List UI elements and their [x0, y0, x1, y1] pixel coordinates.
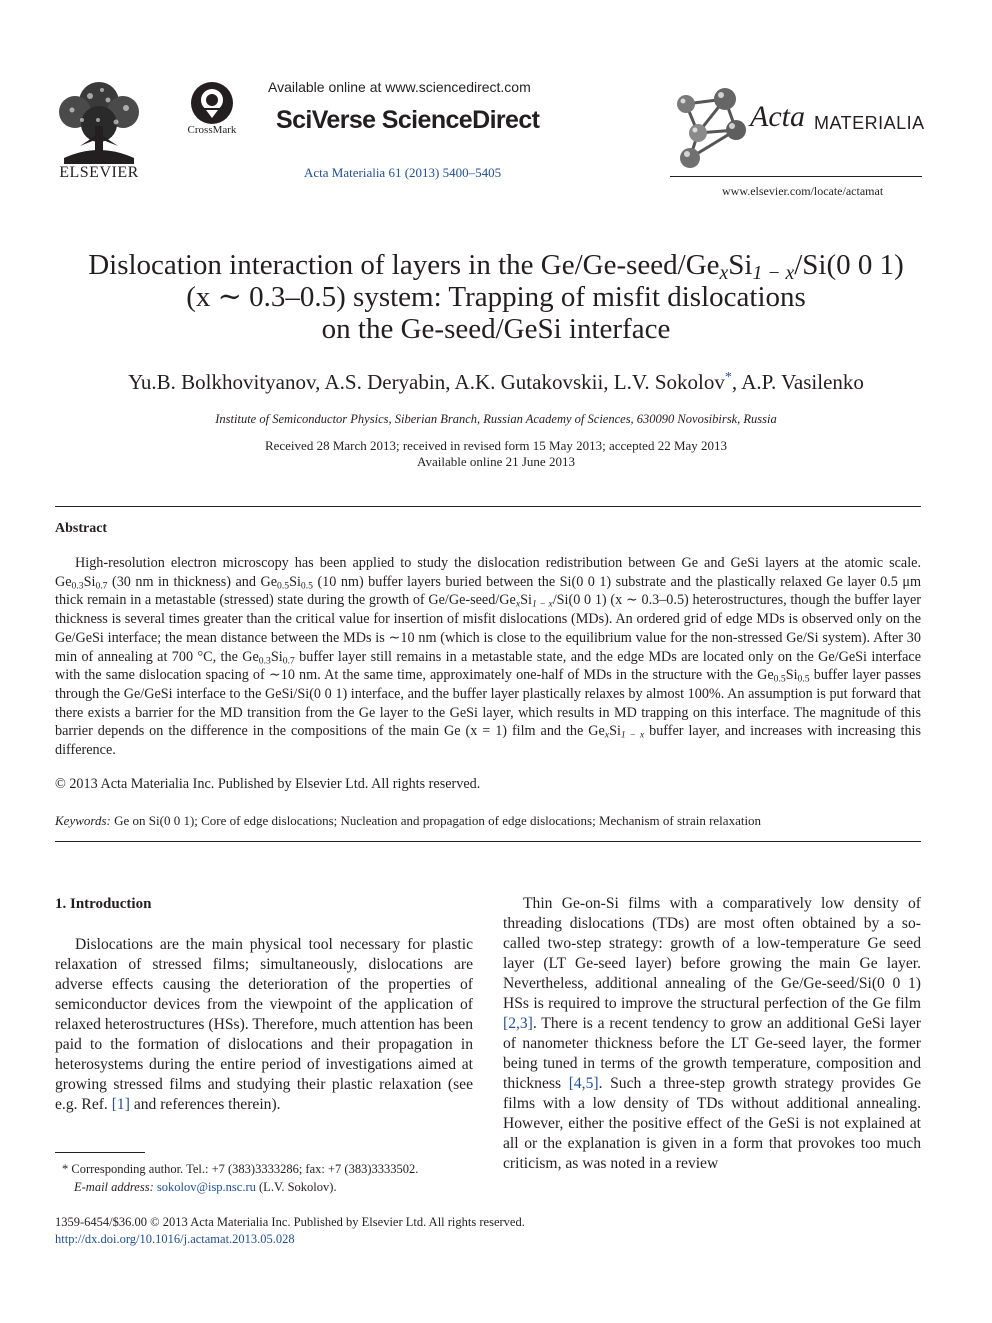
keywords-label: Keywords: — [55, 813, 111, 828]
platform-name[interactable]: SciVerse ScienceDirect — [276, 106, 540, 134]
publisher-logo[interactable] — [50, 80, 148, 184]
journal-logo-materialia: MATERIALIA — [814, 113, 925, 133]
publisher-name: ELSEVIER — [59, 164, 139, 181]
journal-url[interactable]: www.elsevier.com/locate/actamat — [722, 184, 884, 198]
ref-2-3-link[interactable]: [2,3] — [503, 1015, 533, 1032]
intro-paragraph-1: Dislocations are the main physical tool necessary for plastic relaxation of stressed films; simultaneously, dislocations are adverse effects causing the deterioration of the properties of semiconductor devices from the viewpoint of the application of relaxed heterostructures (HSs). Therefore, much attention has been paid to the formation of dislocations and their propagation in heterosystems during the entire period of investigations aimed at growing stressed films and studying their plastic relaxation (see e.g. Ref. [1] and references therein). — [55, 936, 473, 1113]
issn-line: 1359-6454/$36.00 © 2013 Acta Materialia Inc. Published by Elsevier Ltd. All rights reserved. — [55, 1215, 525, 1229]
intro-paragraph-2: Thin Ge-on-Si films with a comparatively low density of threading dislocations (TDs) are most often obtained by a so-called two-step strategy: growth of a low-temperature Ge seed layer (LT Ge-seed layer) before growing the main Ge layer. Nevertheless, additional annealing of the Ge/Ge-seed/Si(0 0 1) HSs is required to improve the structural perfection of the Ge film [2,3]. There is a recent tendency to grow an additional GeSi layer of nanometer thickness before the LT Ge-seed layer, the former being tuned in terms of the growth temperature, composition and thickness [4,5]. Such a three-step growth strategy provides Ge films with a low density of TDs without additional annealing. However, either the positive effect of the GeSi is not explained at all or the explanation is given in a form that provokes too much criticism, as was noted in a review — [503, 895, 921, 1172]
keywords — [55, 813, 921, 829]
history-received: Received 28 March 2013; received in revised form 15 May 2013; accepted 22 May 2013 — [264, 438, 728, 453]
abstract-body: High-resolution electron microscopy has been applied to study the dislocation redistribution between Ge and GeSi layers at the atomic scale. $Ge_{0.3}Si_{0.7}$ (30 nm in thickness) and $Ge_{0.5}Si_{0.5}$ (10 nm) buffer layers buried between the Si(0 0 1) substrate and the plastically relaxed Ge layer 0.5 μm thick remain in a metastable (stressed) state during the growth of $Ge/Ge-seed/Ge_xSi_{1 - x}/Si(0$ 0 1) (x ∼ 0.3–0.5) heterostructures, though the buffer layer thickness is several times greater than the critical value for insertion of misfit dislocations (MDs). An ordered grid of edge MDs is observed only on the Ge/GeSi interface; the mean distance between the MDs is ∼10 nm (which is close to the equilibrium value for the non-stressed Ge/Si system). After 30 min of annealing at 700 °C, the $Ge_{0.3}Si_{0.7}$ buffer layer still remains in a metastable state, and the edge MDs are located only on the Ge/GeSi interface with the same dislocation spacing of ∼10 nm. At the same time, approximately one-half of MDs in the structure with the $Ge_{0.5}Si_{0.5}$ buffer layer passes through the Ge/GeSi interface to the GeSi/Si(0 0 1) interface, and the buffer layer plastically relaxes by almost 100%. An assumption is put forward that there exists a barrier for the MD transition from the Ge layer to the GeSi layer, which results in MD trapping on this interface. The magnitude of this barrier depends on the difference in the compositions of the main Ge (x = 1) film and the $Ge_xSi_{1 - x}$ buffer layer, and increases with increasing this difference. — [55, 555, 922, 759]
author-email-link[interactable]: sokolov@isp.nsc.ru — [156, 1180, 256, 1194]
ref-1-link[interactable]: [1] — [111, 1096, 130, 1113]
history-available: Available online 21 June 2013 — [417, 454, 575, 469]
abstract-copyright: © 2013 Acta Materialia Inc. Published by Elsevier Ltd. All rights reserved. — [55, 776, 481, 792]
intro-heading: 1. Introduction — [55, 896, 152, 912]
journal-citation[interactable]: Acta Materialia 61 (2013) 5400–5405 — [304, 165, 502, 180]
title-line-2: (x ∼ 0.3–0.5) system: Trapping of misfit dislocations — [186, 281, 806, 313]
available-online-text: Available online at www.sciencedirect.com — [268, 79, 531, 95]
corresponding-author-marker[interactable]: * — [724, 370, 732, 385]
affiliation: Institute of Semiconductor Physics, Siberian Branch, Russian Academy of Sciences, 630090 Novosibirsk, Russia — [215, 412, 777, 426]
elsevier-tree-icon — [50, 80, 148, 164]
ref-4-5-link[interactable]: [4,5] — [568, 1075, 599, 1092]
keywords-list: Ge on Si(0 0 1); Core of edge dislocations; Nucleation and propagation of edge dislocations; Mechanism of strain relaxation — [110, 813, 762, 828]
molecule-icon — [670, 86, 752, 174]
email-footnote: E-mail address: sokolov@isp.nsc.ru (L.V. Sokolov). — [74, 1180, 337, 1194]
journal-logo-acta: Acta — [750, 100, 805, 133]
doi-link[interactable]: http://dx.doi.org/10.1016/j.actamat.2013.05.028 — [55, 1232, 295, 1246]
crossmark-icon — [189, 80, 235, 126]
crossmark-badge[interactable] — [184, 80, 240, 140]
crossmark-label: CrossMark — [187, 124, 237, 136]
title-line-1: Dislocation interaction of layers in the $Ge/Ge-seed/Ge_xSi_{1 - x}/Si(0$ 0 1) — [88, 249, 904, 284]
journal-logo[interactable] — [670, 86, 926, 176]
footnote-rule — [55, 1152, 145, 1153]
header-rule — [670, 176, 922, 177]
author-list: Yu.B. Bolkhovityanov, A.S. Deryabin, A.K. Gutakovskii, L.V. Sokolov*, A.P. Vasilenko — [128, 370, 864, 394]
title-line-3: on the Ge-seed/GeSi interface — [321, 313, 671, 345]
article-title — [30, 249, 962, 345]
abstract-heading: Abstract — [55, 521, 108, 536]
abstract-bottom-rule — [55, 841, 921, 842]
abstract-top-rule — [55, 506, 921, 507]
corresponding-footnote: * Corresponding author. Tel.: +7 (383)3333286; fax: +7 (383)3333502. — [62, 1162, 419, 1176]
